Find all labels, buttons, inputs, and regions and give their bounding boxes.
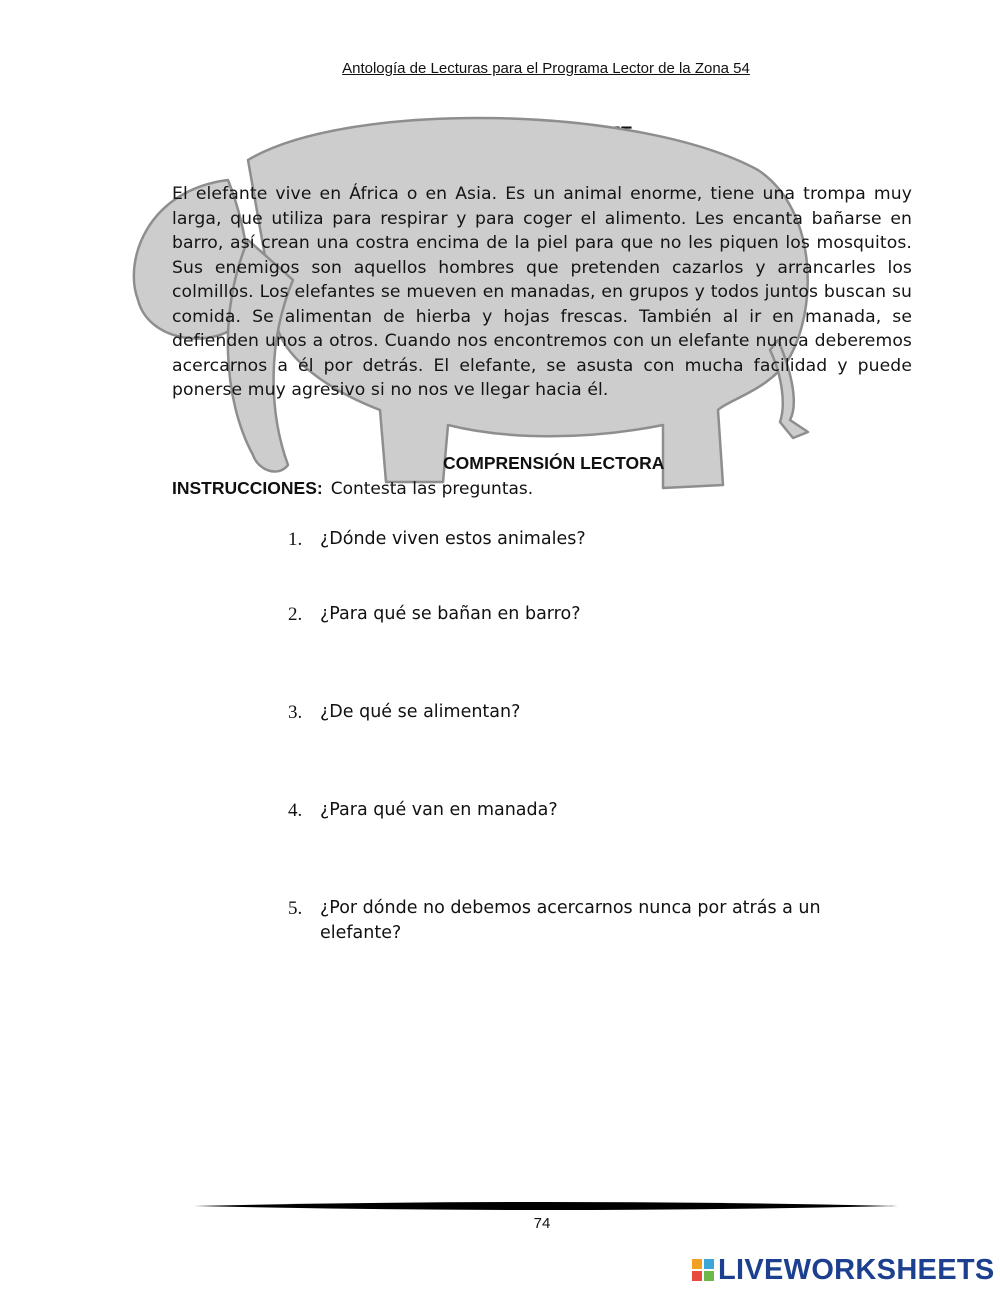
question-item <box>288 527 888 552</box>
question-number: 2. <box>288 604 303 625</box>
question-number: 1. <box>288 529 303 550</box>
question-text: ¿Para qué van en manada? <box>320 800 558 820</box>
question-text: ¿De qué se alimentan? <box>320 702 521 722</box>
liveworksheets-logo-icon <box>692 1259 714 1281</box>
question-number: 3. <box>288 702 303 723</box>
comprehension-heading: COMPRENSIÓN LECTORA <box>443 453 665 473</box>
page-number: 74 <box>533 1215 551 1232</box>
question-item <box>288 798 888 823</box>
question-text: ¿Por dónde no debemos acercarnos nunca por atrás a un elefante? <box>320 898 821 943</box>
question-text: ¿Para qué se bañan en barro? <box>320 604 581 624</box>
brand-logo[interactable] <box>692 1253 995 1287</box>
instructions-line <box>172 478 533 499</box>
footer-divider <box>194 1199 898 1213</box>
instructions-label: INSTRUCCIONES: <box>172 478 323 498</box>
instructions-text: Contesta las preguntas. <box>330 479 534 499</box>
question-number: 4. <box>288 800 303 821</box>
reading-passage: El elefante vive en África o en Asia. Es un animal enorme, tiene una trompa muy larga, que utiliza para respirar y para coger el alimento. Les encanta bañarse en barro, así crean una costra encima de la piel para que no les piquen los mosquitos. Sus enemigos son aquellos hombres que pretenden cazarlos y arrancarles los colmillos. Los elefantes se mueven en manadas, en grupos y todos juntos buscan su comida. Se alimentan de hierba y hojas frescas. También al ir en manada, se defienden unos a otros. Cuando nos encontremos con un elefante nunca deberemos acercarnos a él por detrás. El elefante, se asusta con mucha facilidad y puede ponerse muy agresivo si no nos ve llegar hacia él. <box>172 184 912 400</box>
brand-name: LIVEWORKSHEETS <box>718 1254 995 1286</box>
question-item <box>288 700 888 725</box>
question-item <box>288 896 878 946</box>
question-number: 5. <box>288 898 303 919</box>
question-text: ¿Dónde viven estos animales? <box>320 529 586 549</box>
question-item <box>288 602 888 627</box>
page-header: Antología de Lecturas para el Programa Lector de la Zona 54 <box>342 60 750 77</box>
